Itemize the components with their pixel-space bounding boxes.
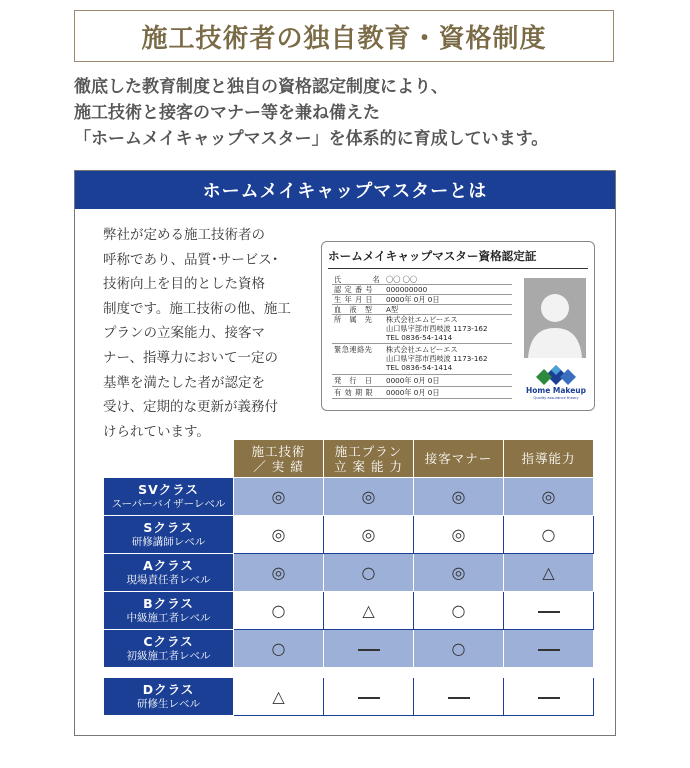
class-name: Bクラス	[143, 596, 194, 611]
table-row	[104, 678, 594, 716]
description-line: 受け、定期的な更新が義務付	[103, 399, 278, 416]
column-header-label: 施工技術 ／ 実 績	[251, 443, 306, 474]
class-name: Dクラス	[142, 682, 195, 697]
intro-line: 施工技術と接客のマナー等を兼ね備えた	[74, 103, 380, 123]
dash-mark	[538, 611, 560, 613]
card-row-key: 氏 名	[334, 275, 381, 284]
master-panel	[74, 170, 616, 736]
table-cell: ◎	[504, 478, 594, 516]
table-cell: ○	[414, 592, 504, 630]
card-row-key: 所 属 先	[334, 315, 373, 324]
description-line: 基準を満たした者が認定を	[103, 374, 265, 391]
logo-mark-icon	[522, 364, 590, 386]
panel-header: ホームメイキャップマスターとは	[75, 171, 615, 209]
card-row	[334, 376, 440, 386]
table-cell: ◎	[414, 554, 504, 592]
table-cell: ○	[414, 630, 504, 668]
table-corner	[104, 440, 234, 478]
card-row-value: 0000年 0月 0日	[386, 376, 440, 385]
row-header	[104, 678, 234, 716]
card-row-key: 認 定 番 号	[334, 285, 374, 294]
row-header	[104, 478, 234, 516]
card-row-key	[334, 363, 386, 372]
card-row-key: 緊急連絡先	[334, 345, 373, 354]
table-header-row	[104, 440, 594, 478]
home-makeup-logo	[522, 364, 590, 406]
card-row	[334, 363, 452, 372]
table-row	[104, 478, 594, 516]
description-line: 呼称であり、品質･サービス･	[103, 251, 279, 268]
class-level: 現場責任者レベル	[126, 574, 211, 586]
table-cell: ◎	[324, 478, 414, 516]
card-row-value: 0000年 0月 0日	[386, 295, 440, 304]
card-row-value: 000000000	[386, 285, 428, 294]
divider	[332, 343, 512, 344]
card-row	[334, 388, 440, 398]
column-header	[504, 440, 594, 478]
class-level: スーパーバイザーレベル	[111, 498, 226, 510]
card-row-value: A型	[386, 305, 399, 314]
intro-line: 「ホームメイキャップマスター」を体系的に育成しています。	[74, 129, 549, 149]
table-cell	[324, 630, 414, 668]
column-header	[414, 440, 504, 478]
card-row-value: 0000年 0月 0日	[386, 388, 440, 397]
table-cell: ◎	[234, 478, 324, 516]
class-name: Sクラス	[143, 520, 194, 535]
card-row-value: 株式会社エムビーエス	[386, 315, 458, 324]
class-name: SVクラス	[138, 482, 199, 497]
table-cell: △	[234, 678, 324, 716]
panel-description	[103, 223, 303, 444]
column-header	[234, 440, 324, 478]
card-row-key: 血 液 型	[334, 305, 373, 314]
table-cell: ◎	[234, 516, 324, 554]
table-cell: ○	[504, 516, 594, 554]
intro-text	[74, 74, 634, 152]
dash-mark	[538, 649, 560, 651]
column-header-label: 接客マナー	[424, 451, 493, 466]
table-cell	[324, 678, 414, 716]
description-line: けられています。	[103, 423, 210, 440]
divider	[332, 374, 512, 375]
dash-mark	[358, 697, 380, 699]
card-row-value: 〇〇 〇〇	[386, 275, 418, 284]
divider	[332, 398, 512, 399]
card-row-value: 山口県宇部市西岐波 1173-162	[386, 324, 488, 333]
table-cell: ◎	[414, 516, 504, 554]
table-cell	[504, 592, 594, 630]
column-header-label: 施工プラン 立 案 能 力	[334, 443, 403, 474]
divider	[332, 386, 512, 387]
table-cell: ○	[234, 630, 324, 668]
dash-mark	[448, 697, 470, 699]
card-row-value: 株式会社エムビーエス	[386, 345, 458, 354]
intro-line: 徹底した教育制度と独自の資格認定制度により、	[74, 77, 448, 97]
table-cell	[504, 678, 594, 716]
portrait-placeholder-icon	[524, 278, 586, 358]
class-name: Aクラス	[143, 558, 194, 573]
table-row	[104, 516, 594, 554]
table-cell: ◎	[234, 554, 324, 592]
description-line: ナー、指導力において一定の	[103, 349, 278, 366]
table-cell: △	[324, 592, 414, 630]
table-cell: ◎	[324, 516, 414, 554]
row-header	[104, 516, 234, 554]
card-row-key: 生 年 月 日	[334, 295, 374, 304]
card-row-key: 有 効 期 限	[334, 388, 374, 397]
page-title: 施工技術者の独自教育・資格制度	[141, 23, 547, 54]
card-row	[334, 333, 452, 342]
card-row-value: TEL 0836-54-1414	[386, 333, 453, 342]
card-row-key: 発 行 日	[334, 376, 373, 385]
class-level: 研修講師レベル	[131, 536, 206, 548]
logo-text: Home Makeup	[525, 386, 587, 395]
description-line: 技術向上を目的とした資格	[103, 276, 265, 293]
description-line: プランの立案能力、接客マ	[103, 325, 265, 342]
table-cell	[414, 678, 504, 716]
table-cell	[504, 630, 594, 668]
table-row	[104, 630, 594, 668]
card-row-value: TEL 0836-54-1414	[386, 363, 453, 372]
table-row	[104, 592, 594, 630]
table-cell: ○	[234, 592, 324, 630]
row-header	[104, 592, 234, 630]
column-header	[324, 440, 414, 478]
row-header	[104, 630, 234, 668]
dash-mark	[538, 697, 560, 699]
row-header	[104, 554, 234, 592]
title-box	[74, 10, 614, 62]
description-line: 弊社が定める施工技術者の	[103, 227, 265, 243]
table-spacer	[104, 668, 594, 678]
class-level: 研修生レベル	[137, 698, 200, 710]
column-header-label: 指導能力	[521, 451, 576, 466]
dash-mark	[358, 649, 380, 651]
card-row-key	[334, 333, 386, 342]
class-level: 中級施工者レベル	[126, 612, 211, 624]
qualification-table	[103, 439, 594, 716]
certificate-title: ホームメイキャップマスター資格認定証	[328, 249, 537, 263]
description-line: 制度です。施工技術の他、施工	[103, 300, 291, 317]
divider	[328, 268, 588, 269]
logo-subtext: Quality assurance theory	[533, 396, 579, 400]
table-row	[104, 554, 594, 592]
class-level: 初級施工者レベル	[126, 650, 211, 662]
table-cell: ◎	[414, 478, 504, 516]
class-name: Cクラス	[143, 634, 194, 649]
table-cell: △	[504, 554, 594, 592]
table-cell: ○	[324, 554, 414, 592]
card-row-value: 山口県宇部市西岐波 1173-162	[386, 354, 488, 363]
certificate-card	[321, 241, 595, 411]
